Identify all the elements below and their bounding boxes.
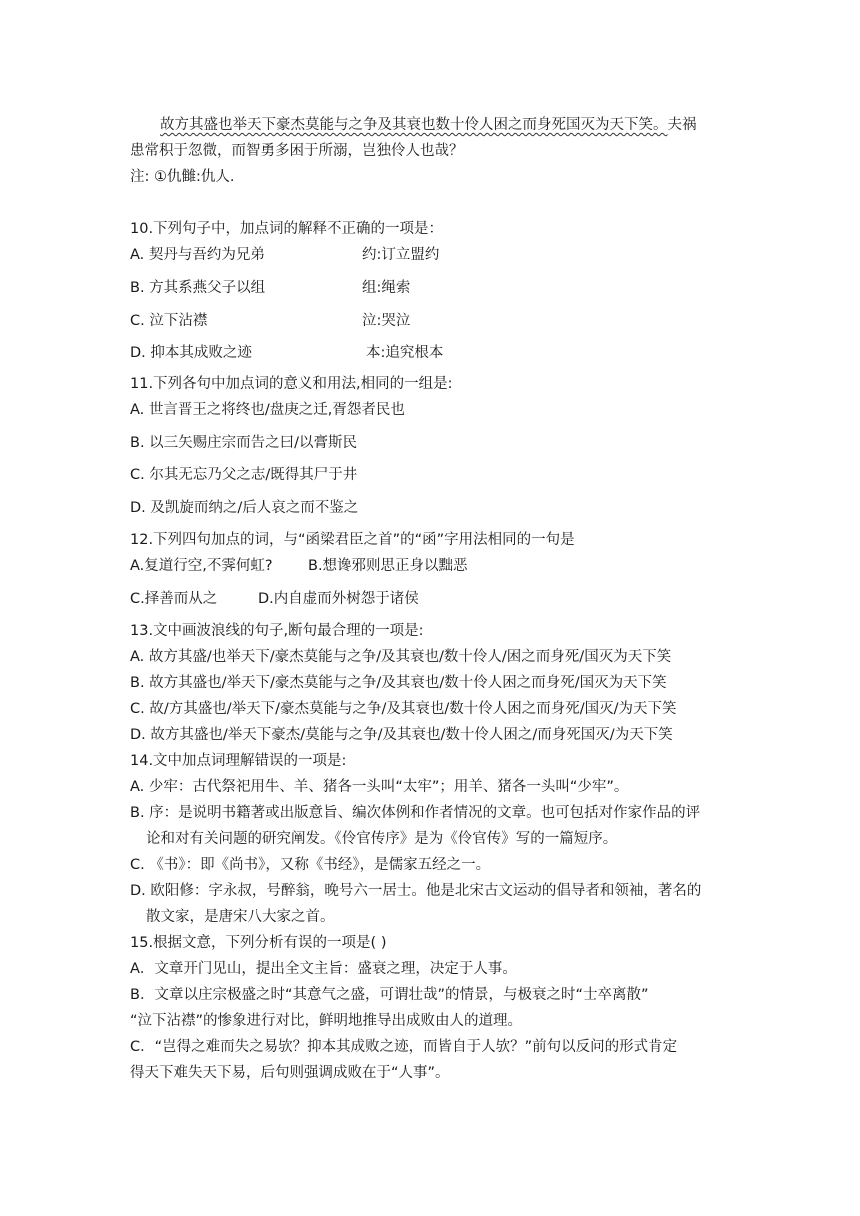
question-14-option-a: A. 少牢：古代祭祀用牛、羊、猪各一头叫“太牢”；用羊、猪各一头叫“少牢”。 [130, 779, 629, 795]
question-15-stem: 15.根据文意，下列分析有误的一项是( ) [130, 935, 387, 951]
question-10-option-b: B. 方其系燕父子以组 组:绳索 [130, 280, 411, 296]
question-11-option-c: C. 尔其无忘乃父之志/既得其尸于井 [130, 467, 358, 483]
passage-line-2: 患常积于忽微，而智勇多困于所溺，岂独伶人也哉？ [130, 143, 464, 159]
footnote: 注: ①仇雠:仇人. [130, 169, 235, 185]
question-10-option-d: D. 抑本其成败之迹 本:追究根本 [130, 345, 444, 361]
question-15-option-c-line-1: C．“岂得之难而失之易欤？抑本其成败之迹，而皆自于人欤？”前句以反问的形式肯定 [130, 1039, 678, 1055]
question-13-option-a: A. 故方其盛/也举天下/豪杰莫能与之争/及其衰也/数十伶人/困之而身死/国灭为天下笑 [130, 649, 672, 665]
question-11-option-b: B. 以三矢赐庄宗而告之曰/以膏斯民 [130, 435, 358, 451]
question-15-option-b-line-2: “泣下沾襟”的惨象进行对比，鲜明地推导出成败由人的道理。 [130, 1013, 523, 1029]
question-12-stem: 12.下列四句加点的词，与“函梁君臣之首”的“函”字用法相同的一句是 [130, 532, 575, 548]
question-15-option-a: A．文章开门见山，提出全文主旨：盛衰之理，决定于人事。 [130, 961, 517, 977]
question-15-option-b-line-1: B．文章以庄宗极盛之时“其意气之盛，可谓壮哉”的情景，与极衰之时“士卒离散” [130, 987, 649, 1003]
question-11-option-a: A. 世言晋王之将终也/盘庚之迁,胥怨者民也 [130, 402, 405, 418]
wavy-underlined-sentence: 故方其盛也举天下豪杰莫能与之争及其衰也数十伶人困之而身死国灭为天下笑。 [160, 117, 668, 133]
question-12-options-row-1: A.复道行空,不霁何虹? B.想谗邪则思正身以黜恶 [130, 558, 468, 574]
question-13-option-c: C. 故/方其盛也/举天下/豪杰莫能与之争/及其衰也/数十伶人困之而身死/国灭/为天下笑 [130, 701, 677, 717]
question-14-option-d-line-1: D. 欧阳修：字永叔，号醉翁，晚号六一居士。他是北宋古文运动的倡导者和领袖，著名的 [130, 883, 702, 899]
question-13-option-b: B. 故方其盛也/举天下/豪杰莫能与之争/及其衰也/数十伶人困之而身死/国灭为天下笑 [130, 675, 667, 691]
question-14-option-d-line-2: 散文家，是唐宋八大家之首。 [146, 909, 335, 925]
question-14-stem: 14.文中加点词理解错误的一项是: [130, 753, 347, 769]
question-14-option-c: C. 《书》：即《尚书》，又称《书经》，是儒家五经之一。 [130, 857, 491, 873]
question-15-option-c-line-2: 得天下难失天下易，后句则强调成败在于“人事”。 [130, 1065, 450, 1081]
question-10-stem: 10.下列句子中，加点词的解释不正确的一项是： [130, 221, 444, 237]
question-14-option-b-line-1: B. 序：是说明书籍著或出版意旨、编次体例和作者情况的文章。也可包括对作家作品的评 [130, 805, 701, 821]
question-12-options-row-2: C.择善而从之 D.内自虚而外树怨于诸侯 [130, 591, 419, 607]
passage-line-1: 故方其盛也举天下豪杰莫能与之争及其衰也数十伶人困之而身死国灭为天下笑。夫祸 [160, 117, 697, 133]
question-13-stem: 13.文中画波浪线的句子,断句最合理的一项是: [130, 623, 424, 639]
question-11-option-d: D. 及凯旋而纳之/后人哀之而不鉴之 [130, 500, 359, 516]
question-10-option-c: C. 泣下沾襟 泣:哭泣 [130, 313, 411, 329]
question-11-stem: 11.下列各句中加点词的意义和用法,相同的一组是: [130, 376, 453, 392]
question-14-option-b-line-2: 论和对有关问题的研究阐发。《伶官传序》是为《伶官传》写的一篇短序。 [146, 831, 618, 847]
question-10-option-a: A. 契丹与吾约为兄弟 约:订立盟约 [130, 247, 440, 263]
question-13-option-d: D. 故方其盛也/举天下豪杰/莫能与之争/及其衰也/数十伶人困之/而身死国灭/为天下笑 [130, 727, 673, 743]
